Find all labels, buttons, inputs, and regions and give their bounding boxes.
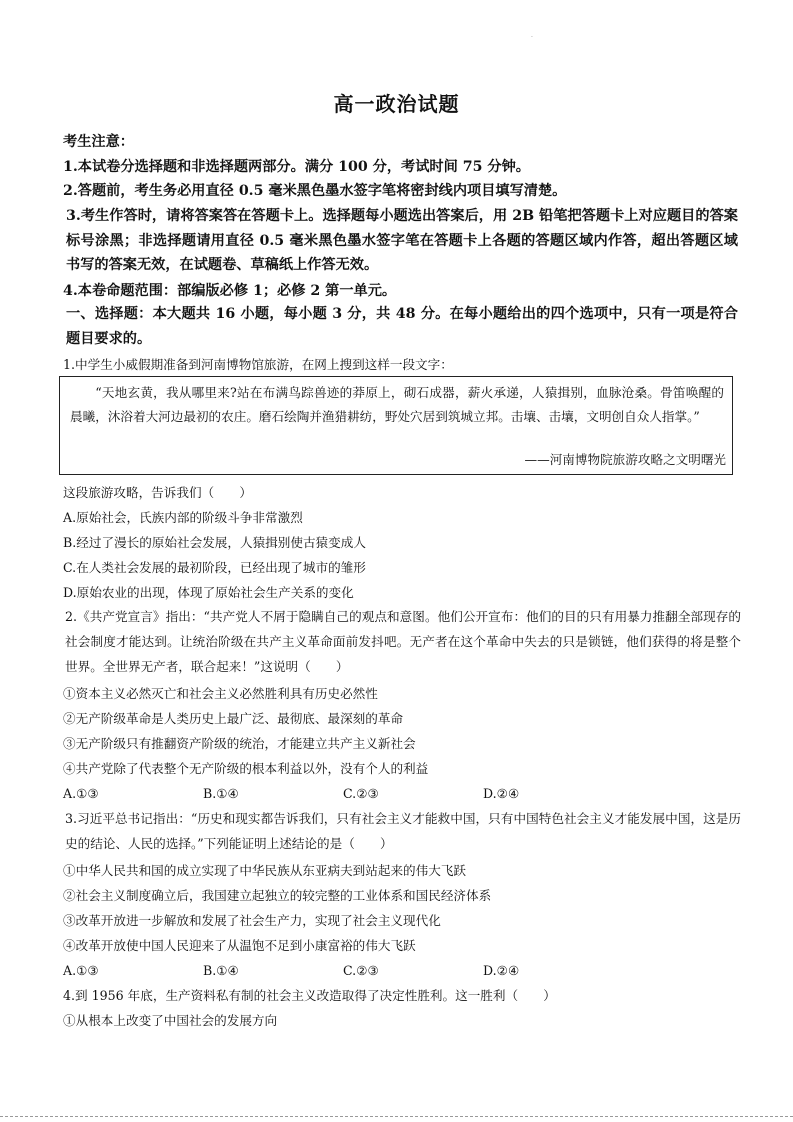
q2-stem: 2.《共产党宣言》指出：“共产党人不屑于隐瞒自己的观点和意图。他们公开宣布：他们的目的只有用暴力推翻全部现存的社会制度才能达到。让统治阶级在共产主义革命面前发抖吧。无产者在这个革命中失去的只是锁链，他们获得的将是整个世界。全世界无产者，联合起来！”这说明（ ） (65, 609, 741, 674)
q3-item-4: ④改革开放使中国人民迎来了从温饱不足到小康富裕的伟大飞跃 (63, 938, 416, 953)
q1-quote-source: ——河南博物院旅游攻略之文明曙光 (524, 452, 726, 467)
q2-item-2: ②无产阶级革命是人类历史上最广泛、最彻底、最深刻的革命 (63, 711, 404, 726)
notice-item-2: 2.答题前，考生务必用直径 0.5 毫米黑色墨水签字笔将密封线内项目填写清楚。 (63, 183, 567, 199)
section-heading: 一、选择题：本大题共 16 小题，每小题 3 分，共 48 分。在每小题给出的四个选项中，只有一项是符合题目要求的。 (66, 306, 738, 347)
q1-option-a: A.原始社会，氏族内部的阶级斗争非常激烈 (63, 510, 303, 525)
notice-heading: 考生注意： (63, 134, 134, 150)
notice-item-4-block (63, 279, 743, 304)
q2-item-4: ④共产党除了代表整个无产阶级的根本利益以外，没有个人的利益 (63, 761, 429, 776)
q3-stem: 3.习近平总书记指出：“历史和现实都告诉我们，只有社会主义才能救中国，只有中国特色社会主义才能发展中国，这是历史的结论、人民的选择。”下列能证明上述结论的是（ ） (65, 811, 741, 851)
q1-option-c: C.在人类社会发展的最初阶段，已经出现了城市的雏形 (63, 560, 366, 575)
q2-choice-c: C.②③ (343, 786, 379, 801)
q3-choice-d: D.②④ (483, 963, 520, 978)
q1-stem: 1.中学生小威假期准备到河南博物馆旅游，在网上搜到这样一段文字： (63, 357, 453, 372)
top-mark: . (531, 32, 533, 39)
q3-item-3: ③改革开放进一步解放和发展了社会生产力，实现了社会主义现代化 (63, 913, 441, 928)
q2-choice-a: A.①③ (63, 786, 99, 801)
q3-item-1: ①中华人民共和国的成立实现了中华民族从东亚病夫到站起来的伟大飞跃 (63, 863, 466, 878)
q3-choice-c: C.②③ (343, 963, 379, 978)
q3-choice-b: B.①④ (203, 963, 239, 978)
q2-choice-d: D.②④ (483, 786, 520, 801)
page-bottom-divider (0, 1116, 793, 1117)
q4-item-1: ①从根本上改变了中国社会的发展方向 (63, 1013, 278, 1028)
notice-item-3-block (66, 204, 738, 278)
q1-option-b: B.经过了漫长的原始社会发展，人猿揖别使古猿变成人 (63, 535, 366, 550)
q2-choice-b: B.①④ (203, 786, 239, 801)
q2-item-3: ③无产阶级只有推翻资产阶级的统治，才能建立共产主义新社会 (63, 736, 416, 751)
q4-stem: 4.到 1956 年底，生产资料私有制的社会主义改造取得了决定性胜利。这一胜利（ ） (63, 988, 556, 1003)
q1-quote: “天地玄黄，我从哪里来?站在布满鸟踪兽迹的莽原上，砌石成器，薪火承递，人猿揖别，血脉沧桑。骨笛唤醒的晨曦，沐浴着大河边最初的农庄。磨石绘陶并渔猎耕纺，野处穴居到筑城立邦。击壤、击壤，文明创自众人指掌。” (70, 385, 724, 424)
q3-choice-a: A.①③ (63, 963, 99, 978)
section-heading-block (66, 302, 738, 351)
page-title: 高一政治试题 (333, 92, 460, 116)
notice-item-3: 3.考生作答时，请将答案答在答题卡上。选择题每小题选出答案后，用 2B 铅笔把答题卡上对应题目的答案标号涂黑；非选择题请用直径 0.5 毫米黑色墨水签字笔在答题卡上各题的答题区域内作答，超出答题区域书写的答案无效，在试题卷、草稿纸上作答无效。 (66, 208, 738, 273)
q1-option-d: D.原始农业的出现，体现了原始社会生产关系的变化 (63, 585, 354, 600)
q2-choices (63, 781, 623, 806)
q1-quote-box (59, 376, 733, 475)
notice-item-1: 1.本试卷分选择题和非选择题两部分。满分 100 分，考试时间 75 分钟。 (63, 158, 530, 175)
notice-item-4: 4.本卷命题范围：部编版必修 1；必修 2 第一单元。 (63, 283, 397, 299)
q3-item-2: ②社会主义制度确立后，我国建立起独立的较完整的工业体系和国民经济体系 (63, 888, 492, 903)
q3-choices (63, 958, 623, 983)
q1-ask: 这段旅游攻略，告诉我们（ ） (63, 485, 252, 500)
notice-block (63, 130, 743, 204)
q2-item-1: ①资本主义必然灭亡和社会主义必然胜利具有历史必然性 (63, 686, 378, 701)
